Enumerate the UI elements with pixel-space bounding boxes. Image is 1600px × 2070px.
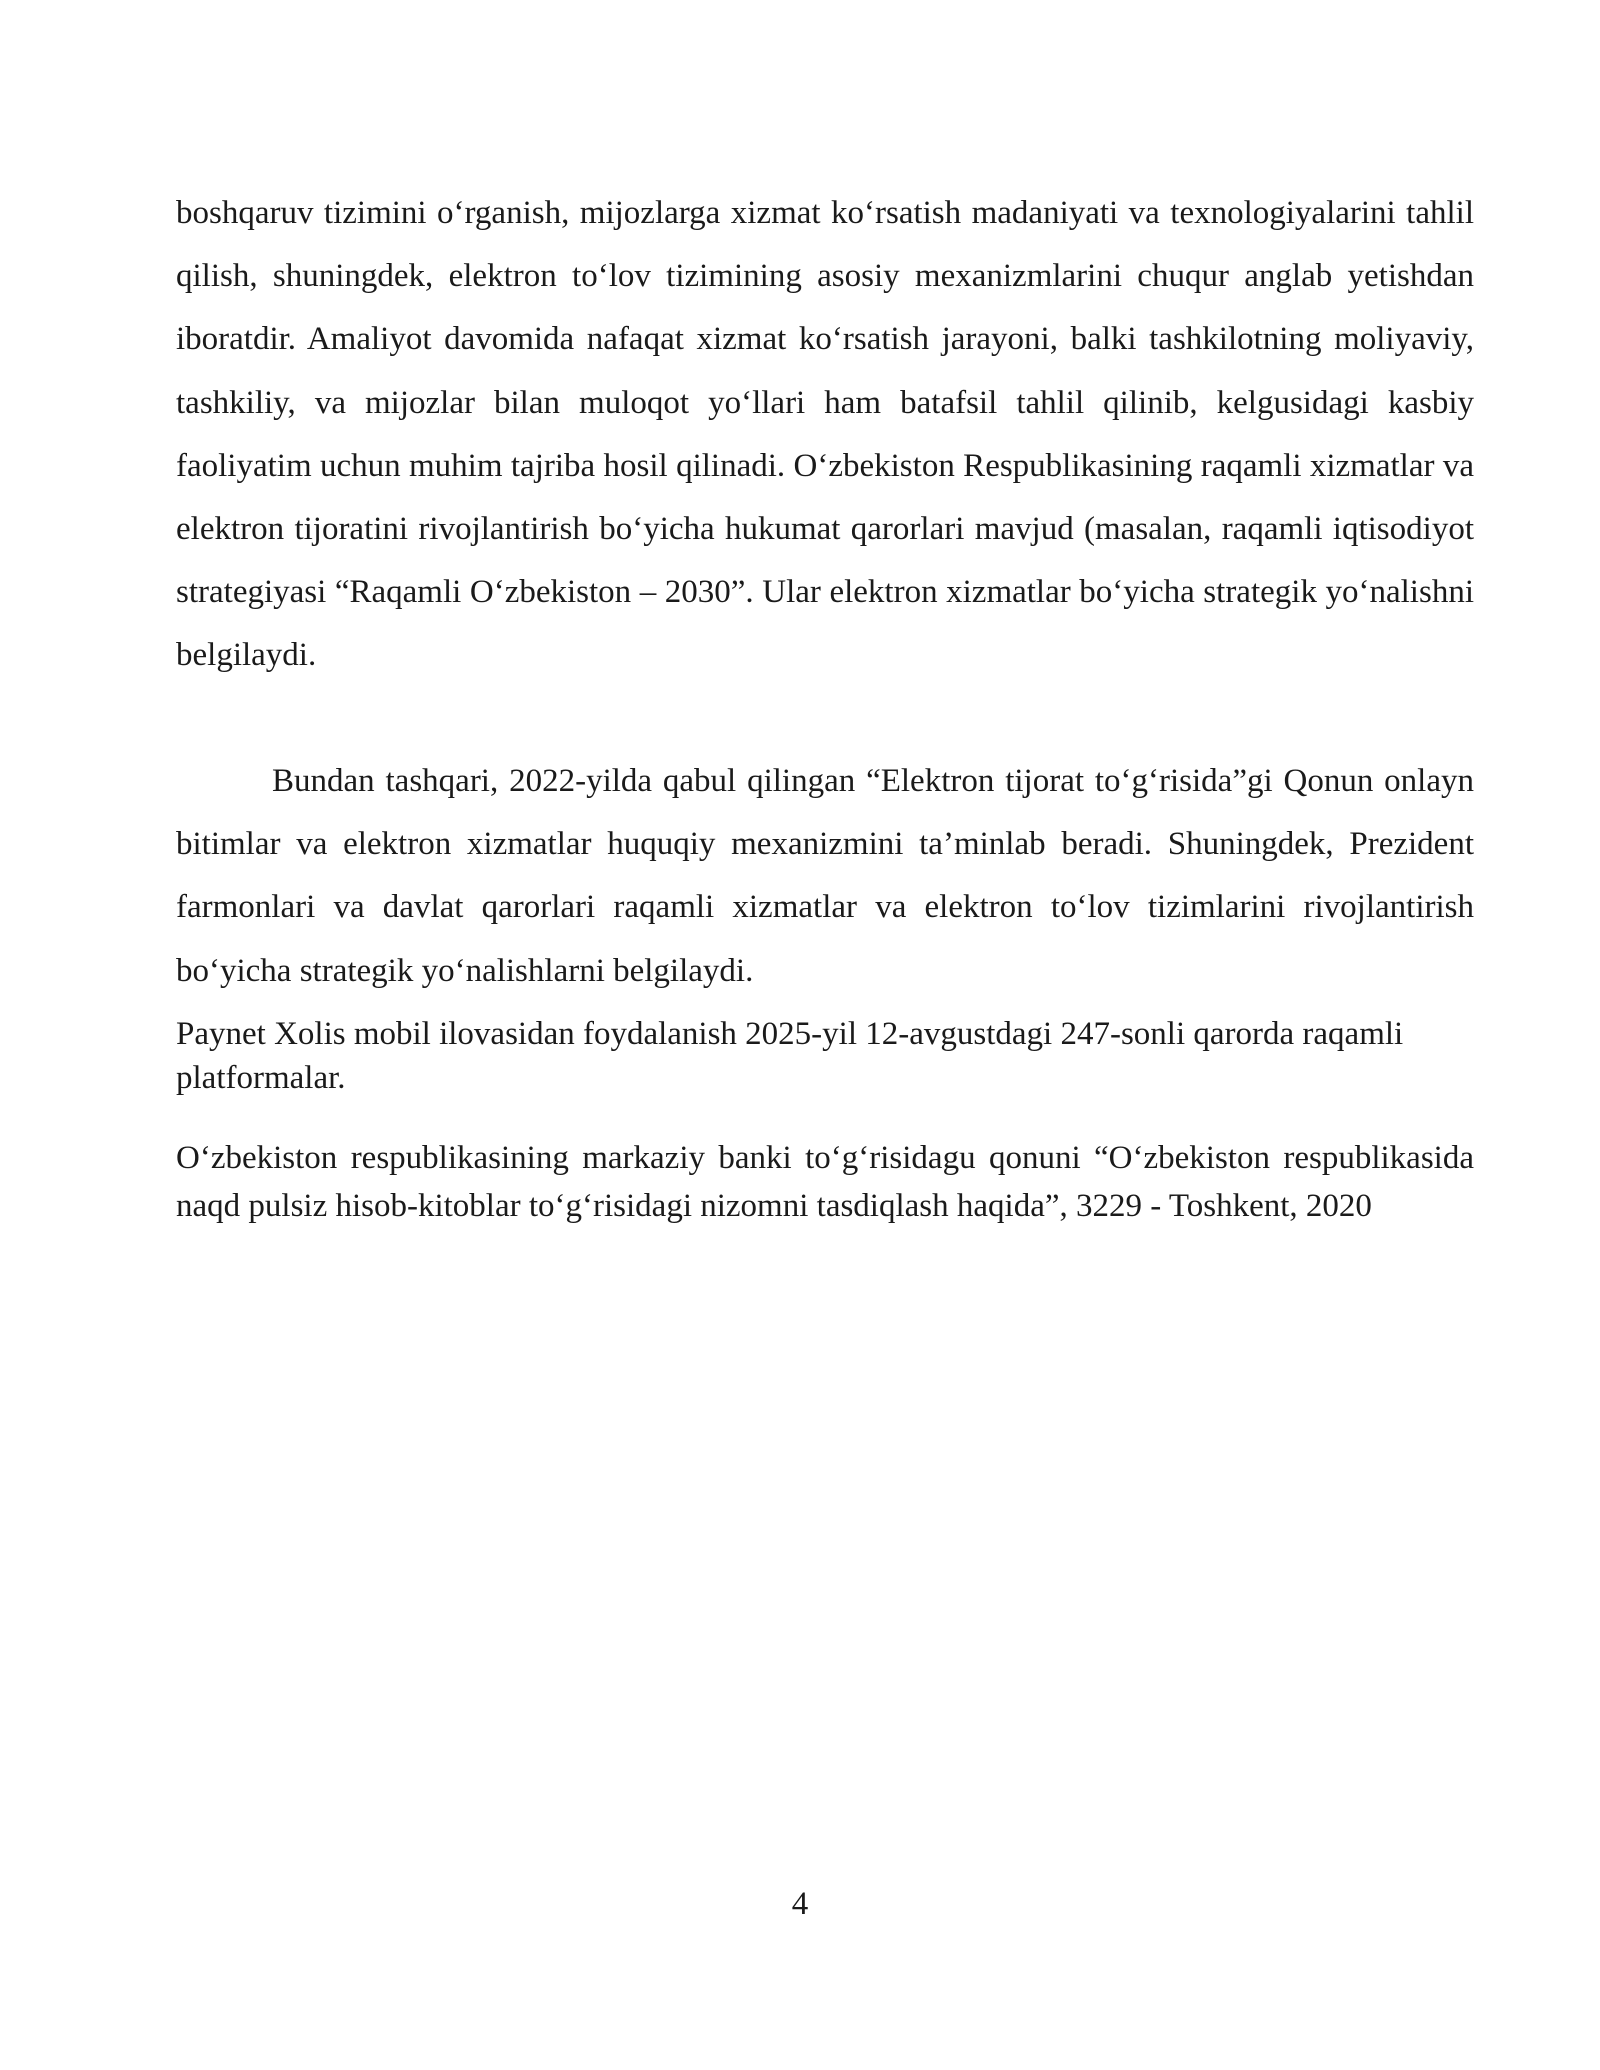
reference-paragraph-1: Paynet Xolis mobil ilovasidan foydalanish 2025-yil 12-avgustdagi 247-sonli qarorda raqamli platformalar. xyxy=(176,1016,1404,1096)
body-paragraph-1: boshqaruv tizimini o‘rganish, mijozlarga xizmat ko‘rsatish madaniyati va texnologiyalarini tahlil qilish, shuningdek, elektron to‘lov tizimining asosiy mexanizmlarini chuqur anglab yetishdan iboratdir. Amaliyot davomida nafaqat xizmat ko‘rsatish jarayoni, balki tashkilotning moliyaviy, tashkiliy, va mijozlar bilan muloqot yo‘llari ham batafsil tahlil qilinib, kelgusidagi kasbiy faoliyatim uchun muhim tajriba hosil qilinadi. O‘zbekiston Respublikasining raqamli xizmatlar va elektron tijoratini rivojlantirish bo‘yicha hukumat qarorlari mavjud (masalan, raqamli iqtisodiyot strategiyasi “Raqamli O‘zbekiston – 2030”. Ular elektron xizmatlar bo‘yicha strategik yo‘nalishni belgilaydi. xyxy=(176,195,1474,674)
reference-paragraph-2: O‘zbekiston respublikasining markaziy banki to‘g‘risidagu qonuni “O‘zbekiston respublikasida naqd pulsiz hisob-kitoblar to‘g‘risidagi nizomni tasdiqlash haqida”, 3229 - Toshkent, 2020 xyxy=(176,1140,1474,1224)
page-number: 4 xyxy=(791,1886,809,1922)
body-paragraph-2: Bundan tashqari, 2022-yilda qabul qilingan “Elektron tijorat to‘g‘risida”gi Qonun onlayn bitimlar va elektron xizmatlar huquqiy mexanizmini ta’minlab beradi. Shuningdek, Prezident farmonlari va davlat qarorlari raqamli xizmatlar va elektron to‘lov tizimlarini rivojlantirish bo‘yicha strategik yo‘nalishlarni belgilaydi. xyxy=(176,763,1474,989)
